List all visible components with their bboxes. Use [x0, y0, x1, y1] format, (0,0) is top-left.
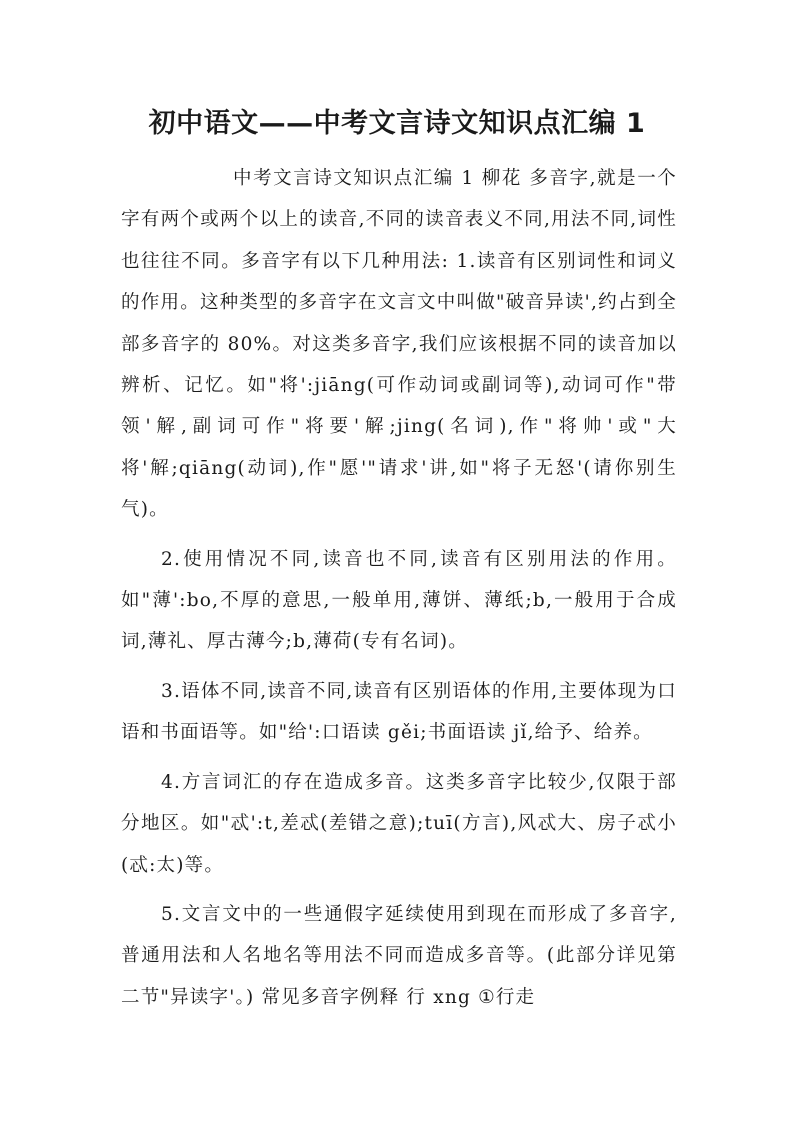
- paragraph-3: 3.语体不同,读音不同,读音有区别语体的作用,主要体现为口语和书面语等。如"给':口语读 gěi;书面语读 jǐ,给予、给养。: [121, 680, 677, 744]
- paragraph-5: 5.文言文中的一些通假字延续使用到现在而形成了多音字,普通用法和人名地名等用法不同而造成多音等。(此部分详见第二节"异读字'。) 常见多音字例释 行 xng ①行走: [121, 903, 677, 1008]
- paragraph-2: 2.使用情况不同,读音也不同,读音有区别用法的作用。如"薄':bo,不厚的意思,一般单用,薄饼、薄纸;b,一般用于合成词,薄礼、厚古薄今;b,薄荷(专有名词)。: [121, 548, 677, 653]
- paragraph-1: 中考文言诗文知识点汇编 1 柳花 多音字,就是一个字有两个或两个以上的读音,不同的读音表义不同,用法不同,词性也往往不同。多音字有以下几种用法: 1.读音有区别词性和词义的作用。这种类型的多音字在文言文中叫做"破音异读',约占到全部多音字的 80%。对这类多音字,我们应该根据不同的读音加以辨析、记忆。如"将':jiāng(可作动词或副词等),动词可作"带领'解,副词可作"将要'解;jing(名词),作"将帅'或"大将'解;qiāng(动词),作"愿'"请求'讲,如"将子无怒'(请你别生气)。: [121, 168, 677, 521]
- document-body: [121, 158, 677, 1018]
- document-title: 初中语文——中考文言诗文知识点汇编 1: [148, 108, 646, 139]
- paragraph-4: 4.方言词汇的存在造成多音。这类多音字比较少,仅限于部分地区。如"忒':t,差忒(差错之意);tuī(方言),风忒大、房子忒小(忒:太)等。: [121, 771, 677, 876]
